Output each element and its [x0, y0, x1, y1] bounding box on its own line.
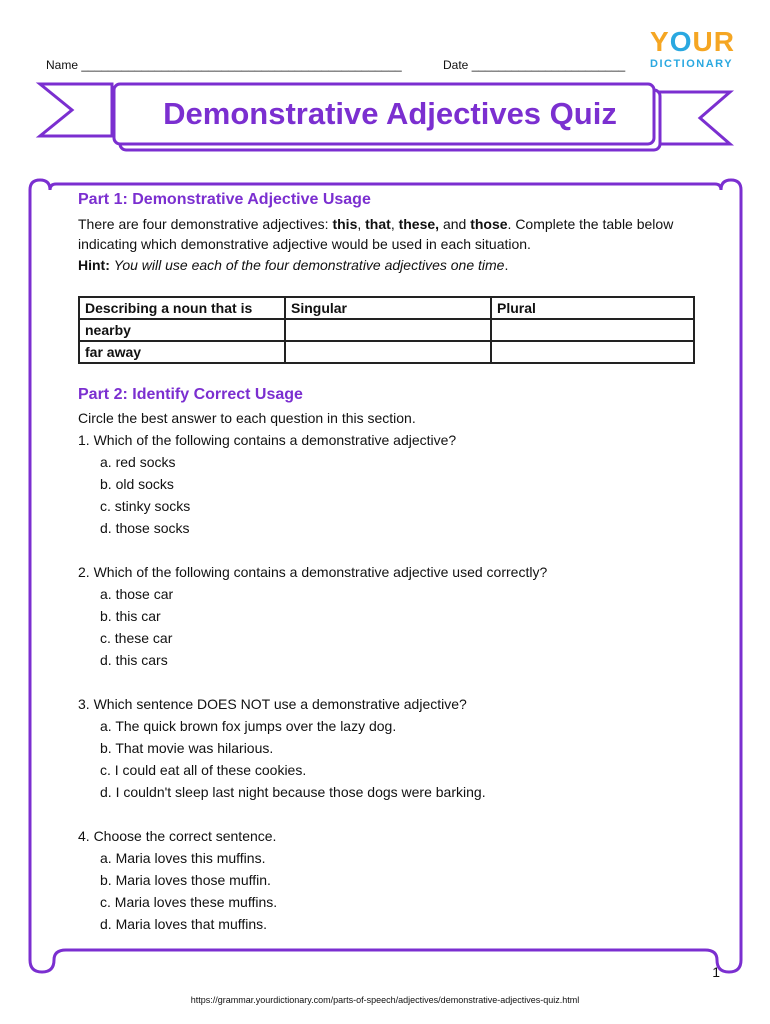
- option-3a[interactable]: a. The quick brown fox jumps over the lazy dog.: [100, 718, 397, 734]
- option-1d[interactable]: d. those socks: [100, 520, 190, 536]
- table-header: Singular: [285, 297, 491, 319]
- part1-heading: Part 1: Demonstrative Adjective Usage: [78, 191, 371, 208]
- usage-table: [78, 296, 695, 364]
- name-field[interactable]: [46, 58, 402, 72]
- answer-cell[interactable]: [285, 341, 491, 363]
- question-3: 3. Which sentence DOES NOT use a demonstrative adjective?: [78, 696, 467, 712]
- option-3b[interactable]: b. That movie was hilarious.: [100, 740, 274, 756]
- date-label: Date: [443, 58, 469, 72]
- date-field[interactable]: [443, 58, 625, 72]
- logo-wordmark: YOUR: [650, 26, 735, 57]
- part2-instructions: Circle the best answer to each question in this section.: [78, 410, 416, 426]
- page-title: Demonstrative Adjectives Quiz: [163, 96, 617, 131]
- part1-intro: There are four demonstrative adjectives: this, that, these, and those. Complete the table below indicating which demonstrative adjective would be used in each situation.: [78, 216, 674, 252]
- page-number: 1: [712, 964, 720, 980]
- table-row: [79, 319, 694, 341]
- table-header-row: [79, 297, 694, 319]
- answer-cell[interactable]: [285, 319, 491, 341]
- option-2a[interactable]: a. those car: [100, 586, 174, 602]
- part1-hint: Hint: You will use each of the four demonstrative adjectives one time.: [78, 257, 509, 273]
- yourdictionary-logo: [648, 26, 748, 76]
- source-url: https://grammar.yourdictionary.com/parts-of-speech/adjectives/demonstrative-adjectives-quiz.html: [190, 995, 580, 1005]
- option-4b[interactable]: b. Maria loves those muffin.: [100, 872, 271, 888]
- table-header: Describing a noun that is: [79, 297, 285, 319]
- date-blank: _______________________: [471, 58, 626, 72]
- option-1c[interactable]: c. stinky socks: [100, 498, 191, 514]
- table-header: Plural: [491, 297, 694, 319]
- option-2c[interactable]: c. these car: [100, 630, 173, 646]
- option-4c[interactable]: c. Maria loves these muffins.: [100, 894, 278, 910]
- table-cell: far away: [79, 341, 285, 363]
- name-blank: ________________________________________________: [81, 58, 402, 72]
- question-4: 4. Choose the correct sentence.: [78, 828, 277, 844]
- question-2: 2. Which of the following contains a demonstrative adjective used correctly?: [78, 564, 548, 580]
- option-3d[interactable]: d. I couldn't sleep last night because those dogs were barking.: [100, 784, 486, 800]
- option-3c[interactable]: c. I could eat all of these cookies.: [100, 762, 307, 778]
- option-2d[interactable]: d. this cars: [100, 652, 168, 668]
- logo-subtitle: DICTIONARY: [650, 58, 734, 70]
- option-4a[interactable]: a. Maria loves this muffins.: [100, 850, 266, 866]
- option-1b[interactable]: b. old socks: [100, 476, 174, 492]
- answer-cell[interactable]: [491, 319, 694, 341]
- option-1a[interactable]: a. red socks: [100, 454, 176, 470]
- option-2b[interactable]: b. this car: [100, 608, 161, 624]
- option-4d[interactable]: d. Maria loves that muffins.: [100, 916, 268, 932]
- table-row: [79, 341, 694, 363]
- name-label: Name: [46, 58, 79, 72]
- part2-heading: Part 2: Identify Correct Usage: [78, 386, 303, 403]
- table-cell: nearby: [79, 319, 285, 341]
- question-list: [78, 430, 718, 936]
- answer-cell[interactable]: [491, 341, 694, 363]
- question-1: 1. Which of the following contains a demonstrative adjective?: [78, 432, 457, 448]
